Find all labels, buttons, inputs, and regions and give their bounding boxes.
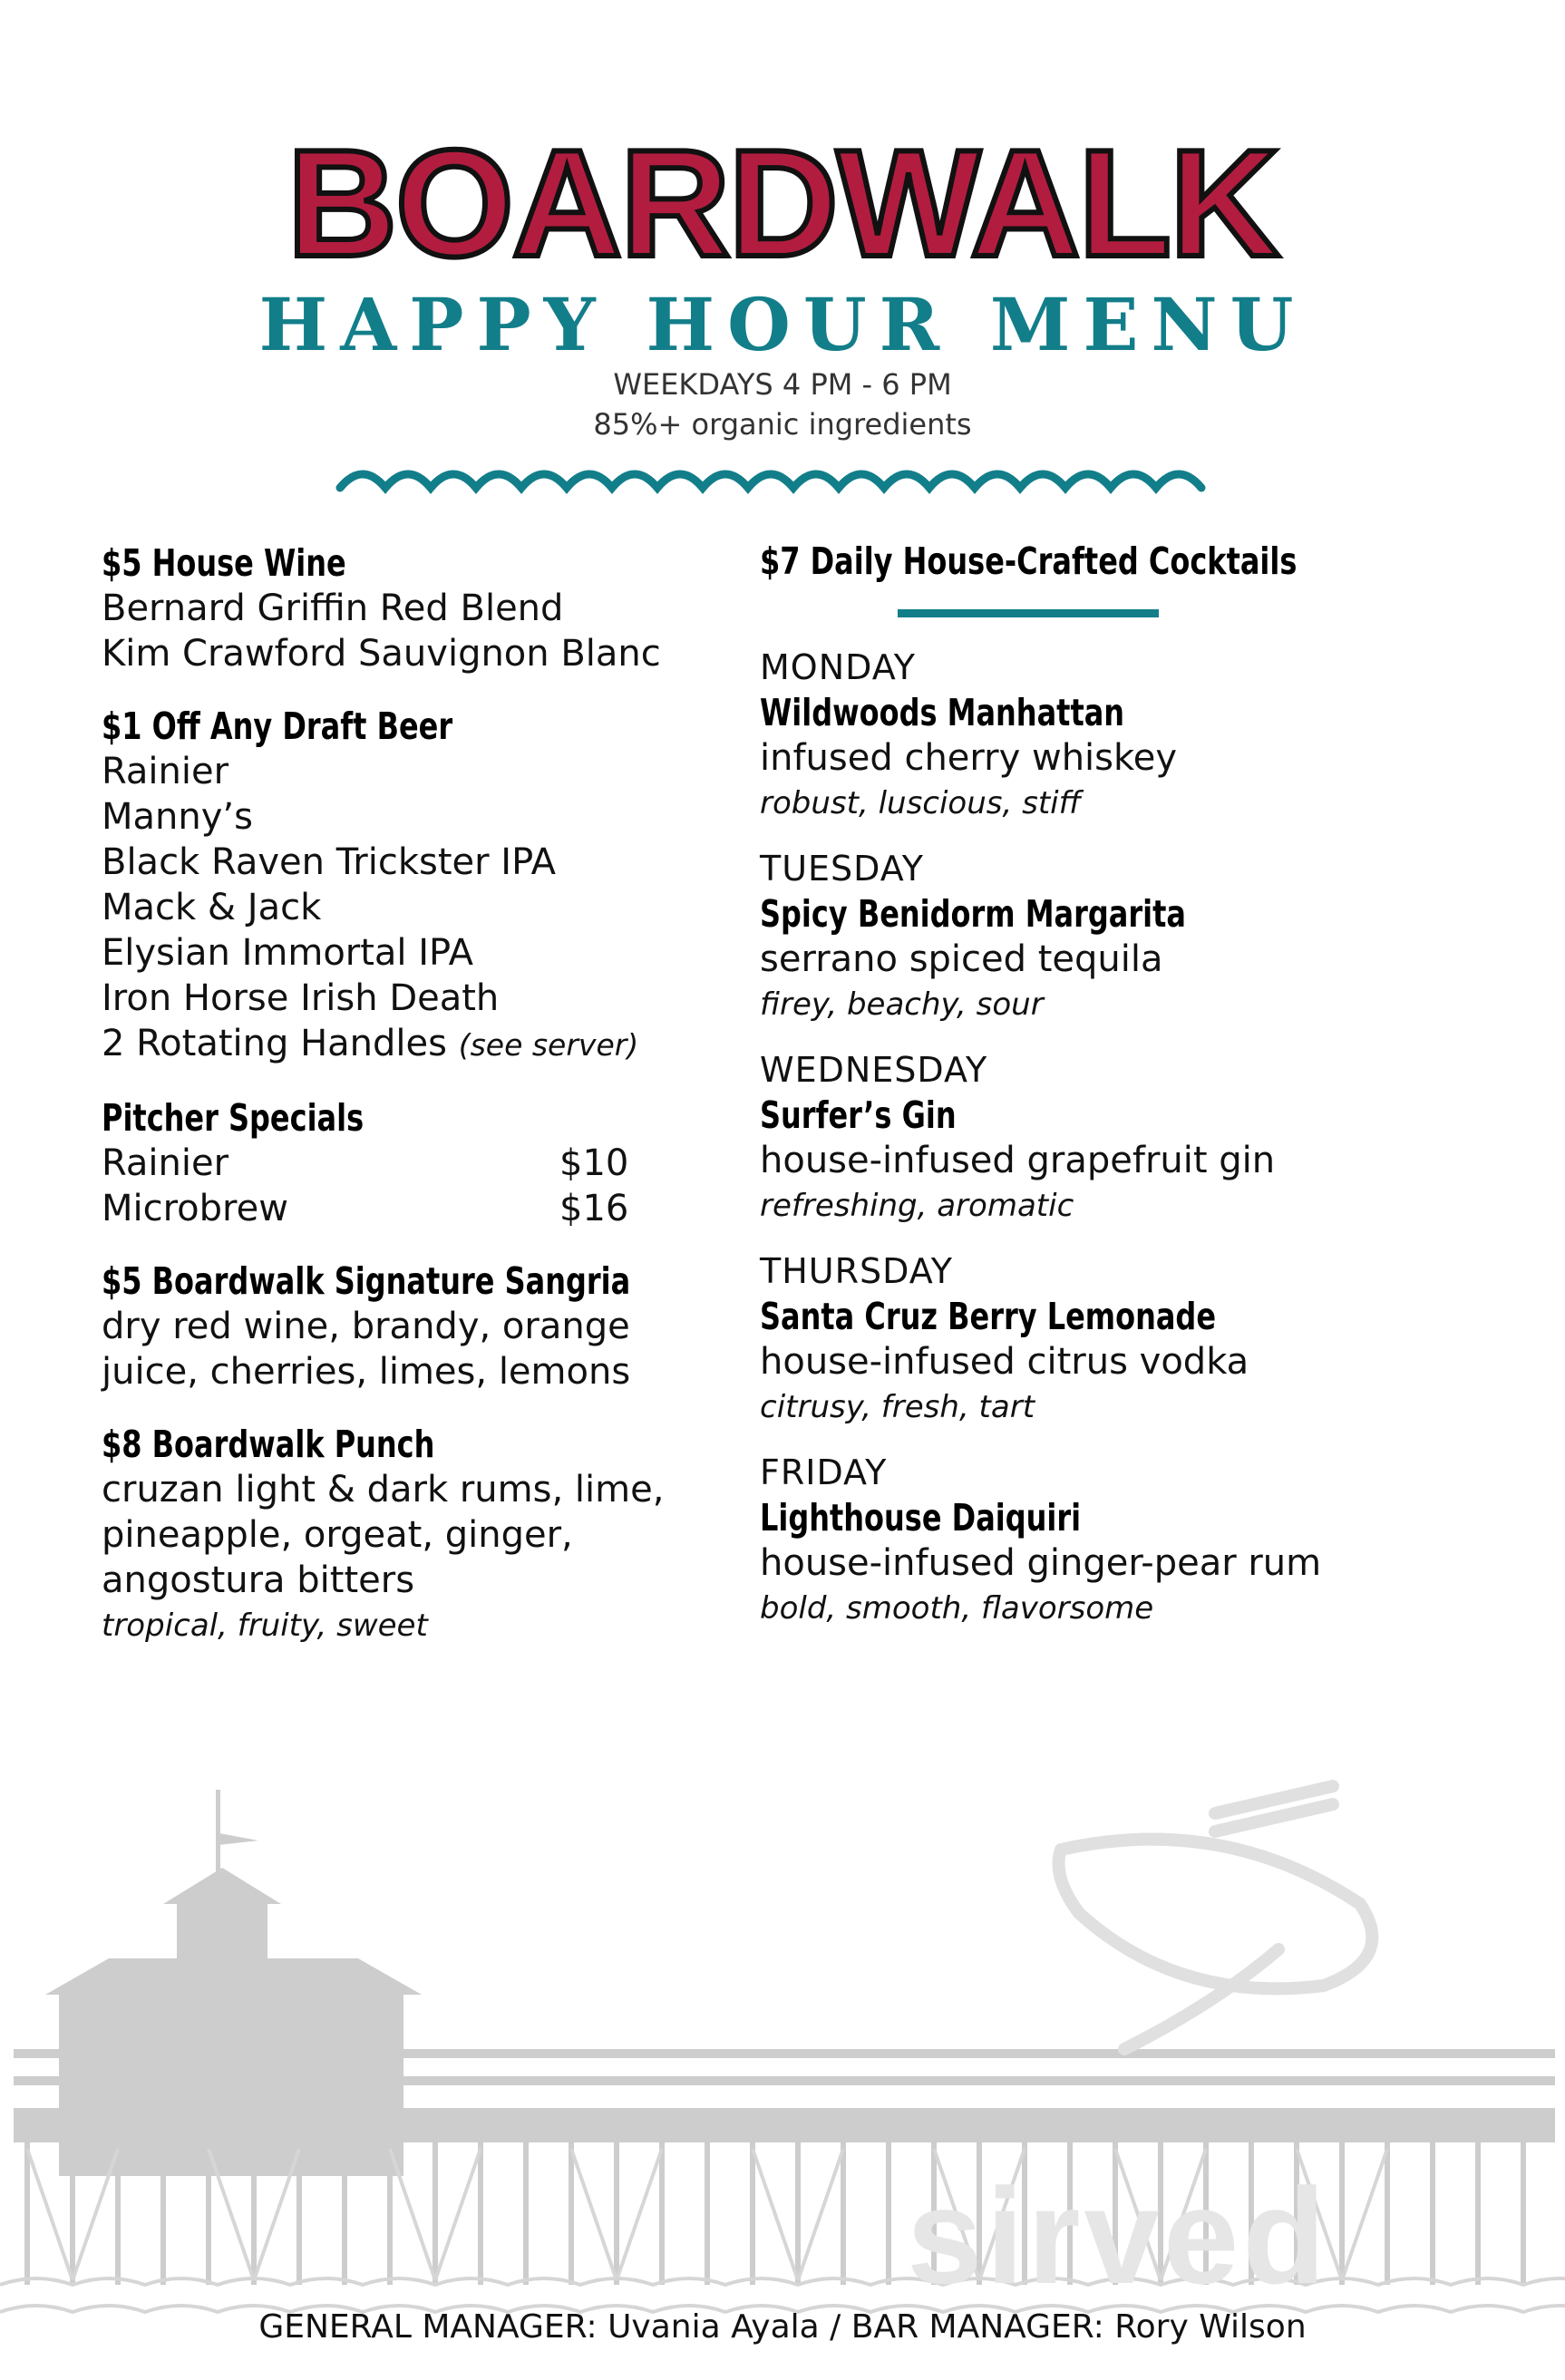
cocktail-wednesday — [760, 1047, 1485, 1229]
right-column — [760, 539, 1485, 1651]
punch-section — [102, 1422, 736, 1648]
section-heading: $5 House Wine — [102, 541, 346, 585]
footer-credits: GENERAL MANAGER: Uvania Ayala / BAR MANAGER: Rory Wilson — [258, 2308, 1307, 2346]
cocktail-name: Surfer’s Gin — [760, 1093, 957, 1137]
day-label: THURSDAY — [760, 1251, 953, 1291]
menu-item: Kim Crawford Sauvignon Blanc — [102, 633, 661, 675]
cocktail-description: infused cherry whiskey — [760, 737, 1178, 779]
description-line: cruzan light & dark rums, lime, — [102, 1469, 665, 1511]
tasting-notes: bold, smooth, flavorsome — [760, 1590, 1154, 1627]
description-line: juice, cherries, limes, lemons — [102, 1351, 631, 1393]
tasting-notes: refreshing, aromatic — [760, 1188, 1074, 1224]
description-line: pineapple, orgeat, ginger, — [102, 1514, 573, 1556]
cocktail-thursday — [760, 1248, 1485, 1430]
pier-illustration — [0, 1777, 1565, 2380]
menu-item: Manny’s — [102, 796, 253, 838]
tasting-notes: citrusy, fresh, tart — [760, 1389, 1035, 1425]
menu-note: (see server) — [458, 1027, 639, 1063]
menu-item: Elysian Immortal IPA — [102, 932, 473, 974]
cocktail-monday — [760, 645, 1485, 826]
cocktail-friday — [760, 1450, 1485, 1631]
tasting-notes: robust, luscious, stiff — [760, 785, 1082, 821]
cocktail-tuesday — [760, 846, 1485, 1027]
day-label: MONDAY — [760, 647, 916, 687]
cocktail-name: Santa Cruz Berry Lemonade — [760, 1295, 1217, 1338]
cocktail-name: Lighthouse Daiquiri — [760, 1496, 1082, 1540]
menu-item-name: 2 Rotating Handles — [102, 1023, 447, 1064]
description-line: angostura bitters — [102, 1559, 415, 1601]
menu-item: Iron Horse Irish Death — [102, 977, 500, 1019]
section-heading: $1 Off Any Draft Beer — [102, 704, 453, 748]
wave-divider — [335, 453, 1242, 499]
menu-item — [102, 1021, 736, 1068]
cocktail-description: house-infused ginger-pear rum — [760, 1542, 1322, 1584]
day-label: WEDNESDAY — [760, 1050, 988, 1090]
menu-item: Rainier — [102, 751, 229, 792]
hours-text: WEEKDAYS 4 PM - 6 PM — [613, 367, 952, 402]
teal-divider — [898, 609, 1159, 617]
tasting-notes: tropical, fruity, sweet — [102, 1608, 428, 1644]
sangria-section — [102, 1258, 736, 1394]
menu-item: Black Raven Trickster IPA — [102, 841, 556, 883]
day-label: FRIDAY — [760, 1452, 888, 1492]
left-column — [102, 540, 736, 1676]
cocktail-description: serrano spiced tequila — [760, 938, 1163, 980]
page-title: HAPPY HOUR MENU — [258, 282, 1307, 367]
pitcher-section — [102, 1095, 736, 1231]
draft-beer-section — [102, 704, 736, 1068]
item-name: Rainier — [102, 1142, 229, 1184]
item-price: $10 — [559, 1142, 629, 1184]
cocktails-heading: $7 Daily House-Crafted Cocktails — [760, 539, 1298, 583]
watermark-text: sirved — [907, 2160, 1329, 2312]
section-heading: Pitcher Specials — [102, 1096, 365, 1140]
cocktail-name: Wildwoods Manhattan — [760, 691, 1125, 734]
boardwalk-logo: BOARDWALK — [287, 118, 1278, 288]
cocktail-description: house-infused citrus vodka — [760, 1341, 1249, 1383]
day-label: TUESDAY — [760, 849, 925, 889]
price-row — [102, 1186, 736, 1231]
tagline-text: 85%+ organic ingredients — [593, 407, 972, 442]
price-row — [102, 1141, 736, 1186]
house-wine-section — [102, 540, 736, 676]
menu-item: Mack & Jack — [102, 887, 322, 928]
cocktail-description: house-infused grapefruit gin — [760, 1140, 1276, 1181]
cocktail-name: Spicy Benidorm Margarita — [760, 892, 1186, 936]
section-heading: $8 Boardwalk Punch — [102, 1423, 435, 1466]
item-price: $16 — [559, 1188, 629, 1229]
description-line: dry red wine, brandy, orange — [102, 1306, 630, 1347]
item-name: Microbrew — [102, 1188, 288, 1229]
tasting-notes: firey, beachy, sour — [760, 986, 1044, 1023]
menu-item: Bernard Griffin Red Blend — [102, 588, 564, 629]
section-heading: $5 Boardwalk Signature Sangria — [102, 1259, 631, 1303]
